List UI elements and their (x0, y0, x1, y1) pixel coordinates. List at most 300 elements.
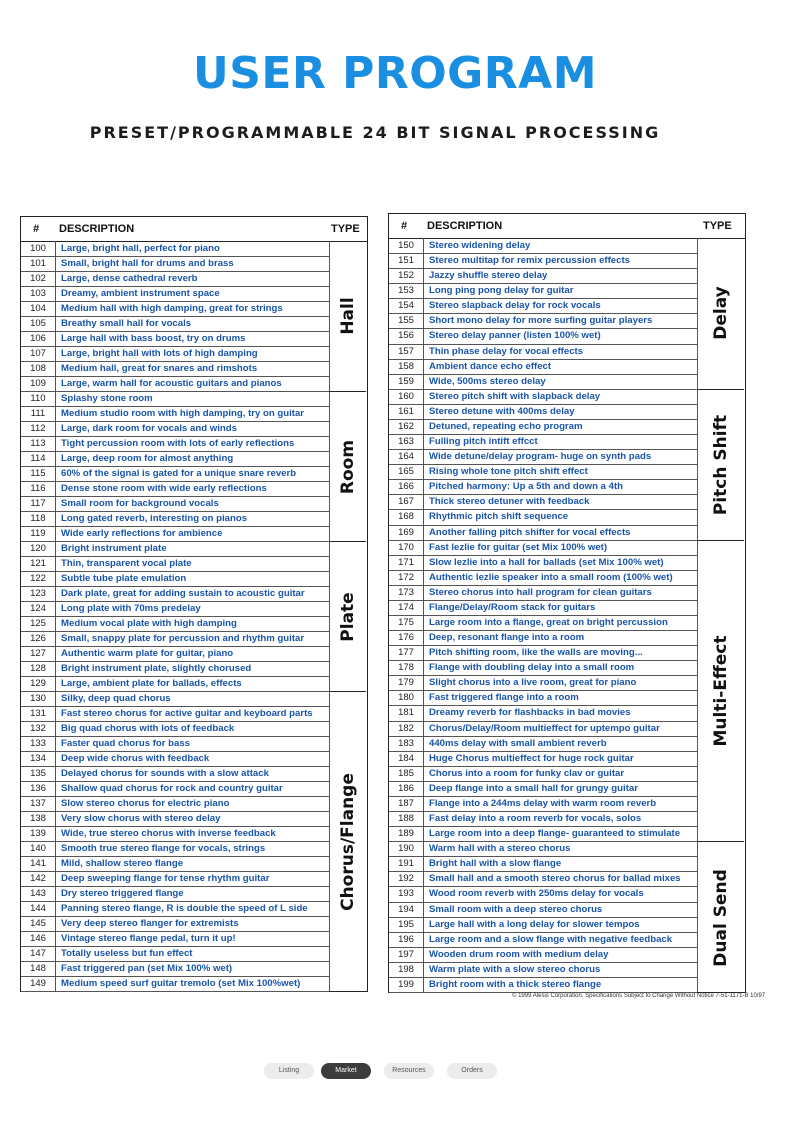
type-label: Room (337, 439, 358, 495)
program-description: Big quad chorus with lots of feedback (61, 723, 235, 734)
program-description: Pitch shifting room, like the walls are moving... (429, 647, 643, 659)
table-row (21, 781, 329, 797)
program-number: 180 (389, 690, 424, 705)
table-row (389, 932, 697, 948)
table-row (389, 525, 697, 541)
program-description: Rhythmic pitch shift sequence (429, 511, 569, 523)
program-description: Stereo pitch shift with slapback delay (429, 390, 601, 402)
program-number: 187 (389, 796, 424, 811)
program-description: Vintage stereo flange pedal, turn it up! (61, 933, 236, 944)
program-description: Subtle tube plate emulation (61, 573, 187, 584)
program-number: 116 (21, 481, 56, 496)
program-description: Mild, shallow stereo flange (61, 858, 184, 869)
table-row (21, 901, 329, 917)
table-row (389, 902, 697, 918)
table-row (21, 676, 329, 692)
program-description: Stereo delay panner (listen 100% wet) (429, 330, 601, 342)
nav-tab-market[interactable]: Market (321, 1063, 371, 1079)
table-row (389, 947, 697, 963)
program-description: Bright instrument plate (61, 543, 167, 554)
table-row (21, 301, 329, 317)
program-number: 100 (21, 241, 56, 256)
program-description: Medium speed surf guitar tremolo (set Mix 100%wet) (61, 978, 301, 989)
program-description: Ambient dance echo effect (429, 360, 552, 372)
table-row (21, 511, 329, 527)
table-row (21, 826, 329, 842)
program-number: 152 (389, 268, 424, 283)
program-number: 144 (21, 901, 56, 916)
program-description: Long gated reverb, interesting on pianos (61, 513, 248, 524)
table-row (389, 479, 697, 495)
program-table-right (388, 213, 746, 993)
program-description: Long plate with 70ms predelay (61, 603, 201, 614)
page-subtitle: PRESET/PROGRAMMABLE 24 BIT SIGNAL PROCESSING (89, 123, 661, 142)
program-number: 122 (21, 571, 56, 586)
program-number: 113 (21, 436, 56, 451)
program-description: Stereo slapback delay for rock vocals (429, 300, 601, 312)
table-row (389, 660, 697, 676)
table-row (389, 298, 697, 314)
program-number: 185 (389, 766, 424, 781)
program-description: Bright instrument plate, slightly chorused (61, 663, 252, 674)
table-row (389, 600, 697, 616)
program-description: Large, warm hall for acoustic guitars and pianos (61, 378, 282, 389)
program-description: Large hall with a long delay for slower tempos (429, 918, 640, 930)
program-description: Wide, 500ms stereo delay (429, 375, 546, 387)
program-description: Tight percussion room with lots of early reflections (61, 438, 295, 449)
program-description: Dreamy reverb for flashbacks in bad movies (429, 707, 631, 719)
table-row (21, 526, 329, 542)
program-description: Fast delay into a room reverb for vocals, solos (429, 813, 642, 825)
program-number: 150 (389, 238, 424, 253)
program-number: 127 (21, 646, 56, 661)
program-description: Dense stone room with wide early reflections (61, 483, 267, 494)
table-row (389, 886, 697, 902)
program-number: 143 (21, 886, 56, 901)
program-description: Very deep stereo flanger for extremists (61, 918, 239, 929)
program-description: Authentic warm plate for guitar, piano (61, 648, 234, 659)
program-number: 194 (389, 902, 424, 917)
program-number: 186 (389, 781, 424, 796)
program-number: 156 (389, 328, 424, 343)
table-row (21, 841, 329, 857)
program-number: 169 (389, 525, 424, 540)
table-row (21, 451, 329, 467)
program-number: 171 (389, 555, 424, 570)
table-row (21, 811, 329, 827)
table-row (389, 962, 697, 978)
type-label: Chorus/Flange (337, 773, 358, 911)
program-number: 145 (21, 916, 56, 931)
program-description: Slow stereo chorus for electric piano (61, 798, 230, 809)
table-row (389, 736, 697, 752)
table-row (21, 331, 329, 347)
table-row (21, 376, 329, 392)
program-description: Large room and a slow flange with negative feedback (429, 933, 673, 945)
program-description: Small, snappy plate for percussion and rhythm guitar (61, 633, 305, 644)
table-header (21, 217, 367, 242)
program-description: Large, deep room for almost anything (61, 453, 234, 464)
table-row (389, 404, 697, 420)
program-number: 114 (21, 451, 56, 466)
program-description: Fast triggered pan (set Mix 100% wet) (61, 963, 233, 974)
program-description: Medium vocal plate with high damping (61, 618, 237, 629)
program-number: 111 (21, 406, 56, 421)
program-description: Very slow chorus with stereo delay (61, 813, 221, 824)
program-description: Wide detune/delay program- huge on synth pads (429, 451, 652, 463)
program-number: 161 (389, 404, 424, 419)
program-description: Warm plate with a slow stereo chorus (429, 963, 601, 975)
program-description: Bright room with a thick stereo flange (429, 978, 602, 990)
table-row (21, 361, 329, 377)
page-title: USER PROGRAM (192, 48, 598, 99)
program-number: 159 (389, 374, 424, 389)
nav-tab-listing[interactable]: Listing (264, 1063, 314, 1079)
table-row (389, 751, 697, 767)
program-number: 146 (21, 931, 56, 946)
program-description: Stereo detune with 400ms delay (429, 405, 575, 417)
type-label: Hall (337, 297, 358, 335)
table-row (21, 616, 329, 632)
table-row (389, 540, 697, 556)
program-description: Panning stereo flange, R is double the speed of L side (61, 903, 308, 914)
program-number: 132 (21, 721, 56, 736)
program-number: 151 (389, 253, 424, 268)
program-number: 182 (389, 721, 424, 736)
program-number: 137 (21, 796, 56, 811)
table-row (389, 555, 697, 571)
table-row (21, 916, 329, 932)
program-number: 179 (389, 675, 424, 690)
program-description: Medium hall with high damping, great for strings (61, 303, 283, 314)
table-row (389, 811, 697, 827)
table-row (21, 541, 329, 557)
program-number: 118 (21, 511, 56, 526)
table-row (21, 946, 329, 962)
table-row (389, 705, 697, 721)
table-row (21, 481, 329, 497)
program-number: 164 (389, 449, 424, 464)
column-header-type: TYPE (331, 223, 360, 235)
table-row (21, 421, 329, 437)
table-row (389, 509, 697, 525)
program-description: Wide early reflections for ambience (61, 528, 223, 539)
program-number: 129 (21, 676, 56, 691)
table-row (21, 796, 329, 812)
program-number: 142 (21, 871, 56, 886)
program-number: 175 (389, 615, 424, 630)
program-number: 134 (21, 751, 56, 766)
column-header-number: # (401, 220, 408, 232)
program-number: 124 (21, 601, 56, 616)
type-label: Plate (337, 592, 358, 642)
table-row (21, 436, 329, 452)
table-row (389, 494, 697, 510)
program-number: 166 (389, 479, 424, 494)
table-row (21, 466, 329, 482)
table-row (21, 391, 329, 407)
type-group (329, 541, 366, 692)
program-number: 147 (21, 946, 56, 961)
program-number: 103 (21, 286, 56, 301)
program-description: Silky, deep quad chorus (61, 693, 171, 704)
table-row (21, 721, 329, 737)
nav-tab-resources[interactable]: Resources (384, 1063, 434, 1079)
program-description: Deep, resonant flange into a room (429, 632, 585, 644)
program-number: 158 (389, 359, 424, 374)
program-description: Smooth true stereo flange for vocals, strings (61, 843, 266, 854)
program-number: 130 (21, 691, 56, 706)
type-group (697, 238, 744, 389)
table-row (389, 449, 697, 465)
program-description: Faster quad chorus for bass (61, 738, 191, 749)
table-row (21, 931, 329, 947)
table-header (389, 214, 745, 239)
program-number: 184 (389, 751, 424, 766)
table-row (389, 464, 697, 480)
table-row (389, 645, 697, 661)
column-header-number: # (33, 223, 40, 235)
table-row (389, 766, 697, 782)
program-description: Dark plate, great for adding sustain to acoustic guitar (61, 588, 305, 599)
table-row (21, 631, 329, 647)
table-row (389, 570, 697, 586)
table-row (21, 871, 329, 887)
table-row (389, 359, 697, 375)
program-number: 165 (389, 464, 424, 479)
program-number: 138 (21, 811, 56, 826)
program-description: 440ms delay with small ambient reverb (429, 737, 607, 749)
program-description: Large, bright hall, perfect for piano (61, 243, 220, 254)
nav-tab-orders[interactable]: Orders (447, 1063, 497, 1079)
program-description: Flange into a 244ms delay with warm room reverb (429, 797, 657, 809)
program-number: 195 (389, 917, 424, 932)
table-row (21, 346, 329, 362)
program-number: 181 (389, 705, 424, 720)
program-description: Stereo widening delay (429, 240, 531, 251)
program-number: 120 (21, 541, 56, 556)
program-number: 108 (21, 361, 56, 376)
program-description: Short mono delay for more surfing guitar players (429, 315, 653, 327)
program-description: Deep wide chorus with feedback (61, 753, 210, 764)
program-number: 115 (21, 466, 56, 481)
program-description: Detuned, repeating echo program (429, 420, 583, 432)
program-number: 188 (389, 811, 424, 826)
program-description: Breathy small hall for vocals (61, 318, 192, 329)
program-description: Large, dark room for vocals and winds (61, 423, 237, 434)
type-group (697, 540, 744, 843)
program-table-left (20, 216, 368, 992)
program-number: 197 (389, 947, 424, 962)
program-number: 183 (389, 736, 424, 751)
table-row (21, 886, 329, 902)
program-number: 112 (21, 421, 56, 436)
table-row (389, 585, 697, 601)
program-number: 160 (389, 389, 424, 404)
program-description: Wooden drum room with medium delay (429, 948, 609, 960)
program-number: 189 (389, 826, 424, 841)
table-row (21, 571, 329, 587)
program-number: 141 (21, 856, 56, 871)
program-number: 168 (389, 509, 424, 524)
table-row (21, 286, 329, 302)
table-row (21, 691, 329, 707)
program-number: 148 (21, 961, 56, 976)
table-row (389, 841, 697, 857)
table-row (21, 586, 329, 602)
table-row (389, 781, 697, 797)
program-number: 167 (389, 494, 424, 509)
program-description: Slow lezlie into a hall for ballads (set Mix 100% wet) (429, 556, 664, 568)
program-number: 104 (21, 301, 56, 316)
program-number: 139 (21, 826, 56, 841)
program-number: 125 (21, 616, 56, 631)
table-row (21, 661, 329, 677)
program-number: 196 (389, 932, 424, 947)
program-number: 109 (21, 376, 56, 391)
program-description: Shallow quad chorus for rock and country guitar (61, 783, 283, 794)
program-number: 170 (389, 540, 424, 555)
column-header-description: DESCRIPTION (59, 223, 135, 235)
program-number: 154 (389, 298, 424, 313)
table-row (389, 826, 697, 842)
program-number: 172 (389, 570, 424, 585)
program-number: 126 (21, 631, 56, 646)
program-description: Dry stereo triggered flange (61, 888, 184, 899)
program-number: 107 (21, 346, 56, 361)
program-number: 133 (21, 736, 56, 751)
program-number: 178 (389, 660, 424, 675)
table-row (21, 736, 329, 752)
program-description: Deep sweeping flange for tense rhythm guitar (61, 873, 270, 884)
program-number: 191 (389, 856, 424, 871)
program-description: Pitched harmony: Up a 5th and down a 4th (429, 481, 624, 493)
program-description: Small, bright hall for drums and brass (61, 258, 234, 269)
table-row (21, 751, 329, 767)
program-description: Stereo multitap for remix percussion effects (429, 255, 630, 267)
program-description: Fulling pitch intift effcct (429, 436, 538, 448)
program-number: 149 (21, 976, 56, 991)
type-group (329, 691, 366, 992)
table-row (389, 615, 697, 631)
program-description: Bright hall with a slow flange (429, 858, 562, 870)
table-row (21, 601, 329, 617)
program-number: 153 (389, 283, 424, 298)
program-number: 131 (21, 706, 56, 721)
program-number: 176 (389, 630, 424, 645)
table-row (389, 675, 697, 691)
program-description: Fast lezlie for guitar (set Mix 100% wet) (429, 541, 608, 553)
table-row (21, 256, 329, 272)
program-description: Large room into a flange, great on bright percussion (429, 617, 668, 628)
table-row (389, 374, 697, 390)
program-description: Wood room reverb with 250ms delay for vocals (429, 888, 644, 900)
program-number: 110 (21, 391, 56, 406)
program-number: 123 (21, 586, 56, 601)
program-description: Large, bright hall with lots of high damping (61, 348, 258, 359)
program-description: Authentic lezlie speaker into a small room (100% wet) (429, 571, 673, 583)
type-label: Delay (710, 286, 731, 341)
program-description: Small room for background vocals (61, 498, 219, 509)
program-number: 155 (389, 313, 424, 328)
table-row (389, 796, 697, 812)
program-description: Rising whole tone pitch shift effect (429, 466, 588, 478)
program-description: Long ping pong delay for guitar (429, 285, 574, 297)
program-description: Thick stereo detuner with feedback (429, 496, 590, 508)
program-description: Warm hall with a stereo chorus (429, 843, 571, 855)
table-row (389, 630, 697, 646)
program-number: 136 (21, 781, 56, 796)
program-description: Slight chorus into a live room, great for piano (429, 677, 637, 689)
program-description: Fast triggered flange into a room (429, 692, 579, 704)
type-label: Multi-Effect (710, 635, 731, 747)
copyright-notice: © 1999 Alesis Corporation. Specifications Subject to Change Without Notice 7-51-1171-B 10/97 (512, 993, 766, 999)
program-description: Large room into a deep flange- guaranteed to stimulate (429, 828, 681, 840)
table-row (389, 283, 697, 299)
table-row (21, 316, 329, 332)
program-description: Another falling pitch shifter for vocal effects (429, 526, 631, 538)
program-description: Flange/Delay/Room stack for guitars (429, 601, 596, 613)
column-header-description: DESCRIPTION (427, 220, 503, 232)
program-description: Delayed chorus for sounds with a slow attack (61, 768, 269, 779)
program-description: Jazzy shuffle stereo delay (429, 270, 548, 282)
program-description: Chorus into a room for funky clav or guitar (429, 767, 625, 779)
program-number: 106 (21, 331, 56, 346)
table-row (389, 917, 697, 933)
program-description: Large, ambient plate for ballads, effects (61, 678, 242, 689)
table-row (389, 313, 697, 329)
table-row (389, 389, 697, 405)
table-row (21, 556, 329, 572)
program-number: 162 (389, 419, 424, 434)
program-number: 140 (21, 841, 56, 856)
program-description: Chorus/Delay/Room multieffect for uptempo guitar (429, 722, 660, 734)
program-number: 190 (389, 841, 424, 856)
program-description: Small room with a deep stereo chorus (429, 903, 603, 915)
column-header-type: TYPE (703, 220, 732, 232)
table-row (21, 766, 329, 782)
program-description: Thin phase delay for vocal effects (429, 345, 584, 357)
program-number: 128 (21, 661, 56, 676)
program-number: 117 (21, 496, 56, 511)
table-row (21, 706, 329, 722)
program-number: 119 (21, 526, 56, 541)
program-description: Large hall with bass boost, try on drums (61, 333, 246, 344)
program-description: Stereo chorus into hall program for clean guitars (429, 586, 652, 598)
type-label: Dual Send (710, 868, 731, 967)
table-row (21, 241, 329, 257)
program-number: 173 (389, 585, 424, 600)
table-row (389, 977, 697, 993)
program-number: 135 (21, 766, 56, 781)
program-description: Large, dense cathedral reverb (61, 273, 198, 284)
program-number: 101 (21, 256, 56, 271)
table-row (21, 976, 329, 992)
type-group (329, 241, 366, 391)
table-row (389, 690, 697, 706)
table-row (21, 646, 329, 662)
table-row (389, 419, 697, 435)
program-description: Deep flange into a small hall for grungy guitar (429, 782, 638, 794)
program-description: Medium hall, great for snares and rimshots (61, 363, 258, 374)
program-number: 174 (389, 600, 424, 615)
table-row (389, 328, 697, 344)
program-description: Wide, true stereo chorus with inverse feedback (61, 828, 276, 839)
type-group (329, 391, 366, 542)
table-row (389, 856, 697, 872)
program-description: Dreamy, ambient instrument space (61, 288, 220, 299)
table-row (389, 268, 697, 284)
